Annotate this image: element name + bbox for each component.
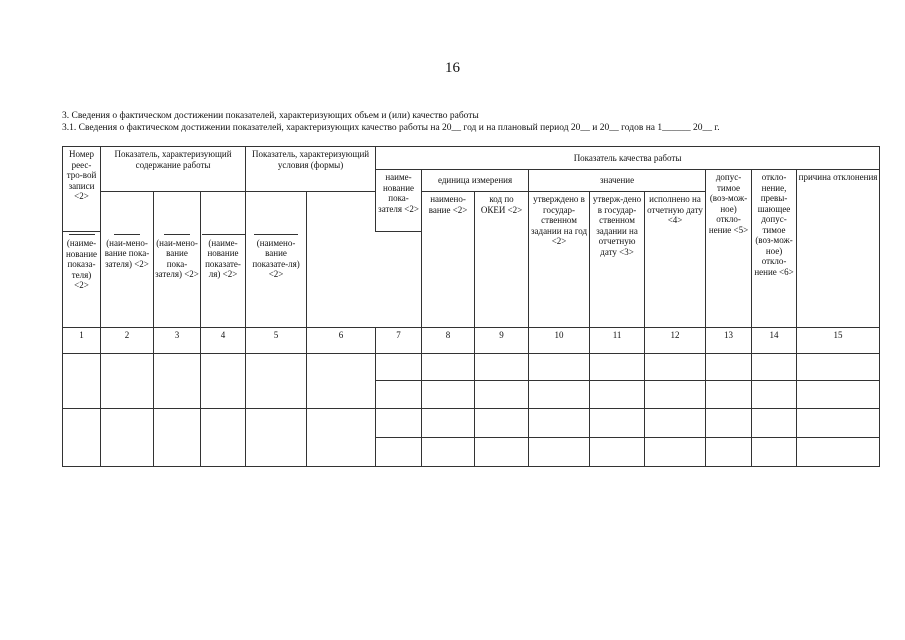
data-cell-empty[interactable]: [475, 438, 529, 467]
data-cell-empty[interactable]: [706, 409, 752, 438]
data-cell-empty[interactable]: [752, 354, 797, 381]
conditions-blank: [246, 192, 307, 232]
column-number: 13: [706, 328, 752, 354]
data-cell-empty[interactable]: [475, 354, 529, 381]
column-number: 3: [154, 328, 201, 354]
column-number: 1: [63, 328, 101, 354]
data-cell-empty[interactable]: [63, 354, 101, 409]
header-value-executed: исполнено на отчетную дату <4>: [645, 192, 706, 328]
data-cell-empty[interactable]: [797, 354, 880, 381]
column-number: 6: [307, 328, 376, 354]
data-cell-empty[interactable]: [475, 381, 529, 409]
conditions-blank: [307, 192, 376, 232]
header-registry-number: Номер реес-тро-вой записи <2>: [63, 147, 101, 232]
column-number: 10: [529, 328, 590, 354]
content-blank: [154, 192, 201, 232]
header-unit-code: код по ОКЕИ <2>: [475, 192, 529, 328]
column-number: 5: [246, 328, 307, 354]
data-cell-empty[interactable]: [154, 409, 201, 467]
header-value-approved-date: утверж-дено в государ-ственном задании на отчетную дату <3>: [590, 192, 645, 328]
column-number: 14: [752, 328, 797, 354]
header-allowed-deviation: допус-тимое (воз-мож-ное) откло-нение <5>: [706, 170, 752, 328]
data-cell-empty[interactable]: [590, 438, 645, 467]
data-cell-empty[interactable]: [201, 354, 246, 409]
data-cell-empty[interactable]: [706, 381, 752, 409]
column-number: 9: [475, 328, 529, 354]
data-cell-empty[interactable]: [529, 381, 590, 409]
data-cell-empty[interactable]: [422, 438, 475, 467]
data-cell-empty[interactable]: [706, 438, 752, 467]
column-number: 11: [590, 328, 645, 354]
data-cell-empty[interactable]: [376, 381, 422, 409]
data-cell-empty[interactable]: [590, 381, 645, 409]
data-cell-empty[interactable]: [590, 354, 645, 381]
header-over-deviation: откло-нение, превы-шающее допус-тимое (воз-мож-ное) откло-нение <6>: [752, 170, 797, 328]
header-value-approved-year: утверждено в государ-ственном задании на год <2>: [529, 192, 590, 328]
data-cell-empty[interactable]: [376, 354, 422, 381]
data-cell-empty[interactable]: [307, 354, 376, 409]
header-content-3: (наи-мено-вание пока-зателя) <2>: [154, 232, 201, 328]
header-condition-1: (наиме-нование показате-ля) <2>: [201, 232, 246, 328]
data-cell-empty[interactable]: [752, 438, 797, 467]
section-3-1-heading: 3.1. Сведения о фактическом достижении показателей, характеризующих качество работы на 20__ год и на плановый период 20__ и 20__ годов на 1______ 20__ г.: [62, 123, 720, 133]
page-number: 16: [445, 60, 460, 76]
header-conditions-indicator: Показатель, характеризующий условия (формы): [246, 147, 376, 192]
data-cell-empty[interactable]: [376, 438, 422, 467]
column-number: 7: [376, 328, 422, 354]
data-cell-empty[interactable]: [590, 409, 645, 438]
data-cell-empty[interactable]: [797, 409, 880, 438]
column-number: 15: [797, 328, 880, 354]
data-cell-empty[interactable]: [752, 381, 797, 409]
data-cell-empty[interactable]: [101, 354, 154, 409]
data-cell-empty[interactable]: [797, 438, 880, 467]
column-number: 4: [201, 328, 246, 354]
data-cell-empty[interactable]: [376, 409, 422, 438]
header-quality-indicator: Показатель качества работы: [376, 147, 880, 170]
header-content-1: (наиме-нование показа-теля) <2>: [63, 232, 101, 328]
content-blank: [101, 192, 154, 232]
header-quality-name: наиме-нование пока-зателя <2>: [376, 170, 422, 232]
data-cell-empty[interactable]: [201, 409, 246, 467]
header-content-indicator: Показатель, характеризующий содержание работы: [101, 147, 246, 192]
section-3-heading: 3. Сведения о фактическом достижении показателей, характеризующих объем и (или) качество работы: [62, 111, 479, 121]
data-cell-empty[interactable]: [645, 409, 706, 438]
header-unit: единица измерения: [422, 170, 529, 192]
data-cell-empty[interactable]: [63, 409, 101, 467]
data-cell-empty[interactable]: [529, 438, 590, 467]
data-cell-empty[interactable]: [307, 409, 376, 467]
header-content-2: (наи-мено-вание пока-зателя) <2>: [101, 232, 154, 328]
data-cell-empty[interactable]: [645, 381, 706, 409]
header-value: значение: [529, 170, 706, 192]
data-cell-empty[interactable]: [422, 409, 475, 438]
content-blank: [201, 192, 246, 232]
data-cell-empty[interactable]: [101, 409, 154, 467]
data-cell-empty[interactable]: [645, 438, 706, 467]
data-cell-empty[interactable]: [422, 381, 475, 409]
data-cell-empty[interactable]: [475, 409, 529, 438]
data-cell-empty[interactable]: [797, 381, 880, 409]
data-cell-empty[interactable]: [246, 354, 307, 409]
header-deviation-reason: причина отклонения: [797, 170, 880, 328]
data-cell-empty[interactable]: [752, 409, 797, 438]
data-cell-empty[interactable]: [645, 354, 706, 381]
header-condition-2: (наимено-вание показате-ля) <2>: [246, 232, 307, 328]
header-unit-name: наимено-вание <2>: [422, 192, 475, 328]
data-cell-empty[interactable]: [529, 354, 590, 381]
data-cell-empty[interactable]: [422, 354, 475, 381]
data-cell-empty[interactable]: [529, 409, 590, 438]
column-number: 12: [645, 328, 706, 354]
column-number: 2: [101, 328, 154, 354]
quality-indicators-table: [62, 146, 880, 467]
data-cell-empty[interactable]: [246, 409, 307, 467]
data-cell-empty[interactable]: [154, 354, 201, 409]
data-cell-empty[interactable]: [706, 354, 752, 381]
column-number: 8: [422, 328, 475, 354]
